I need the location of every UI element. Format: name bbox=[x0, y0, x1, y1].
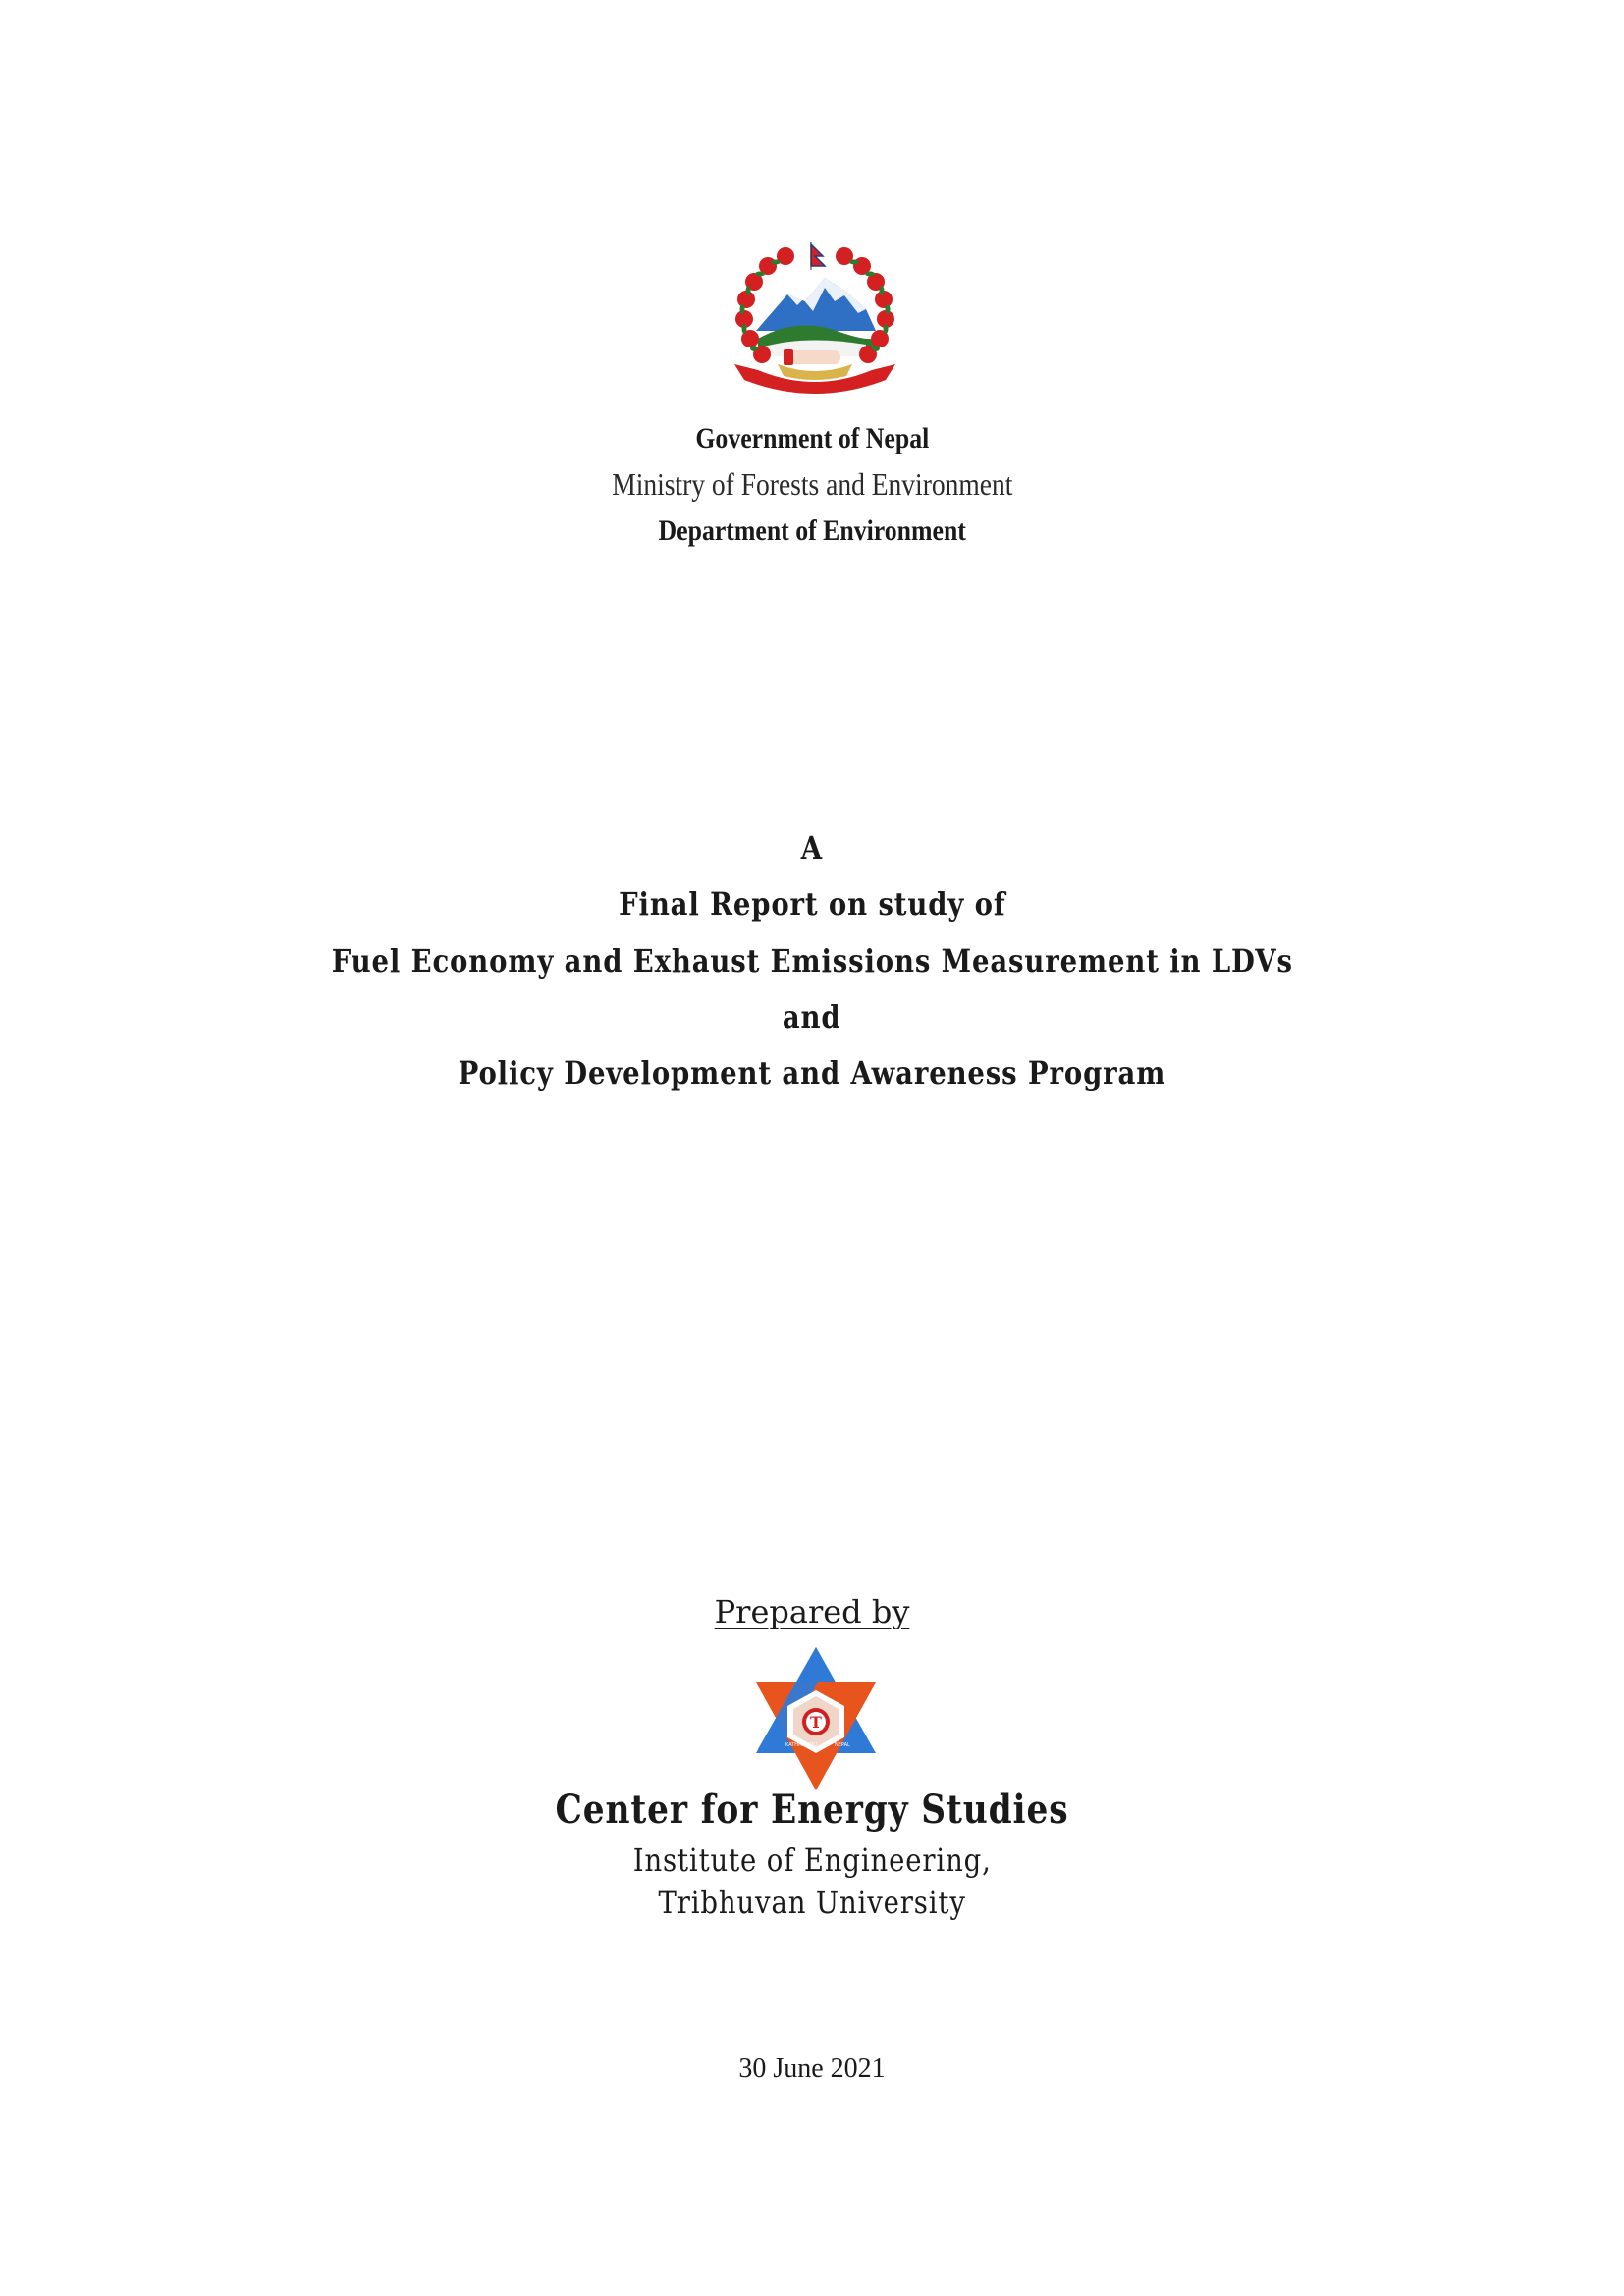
nepal-emblem-icon bbox=[729, 240, 901, 400]
report-date: 30 June 2021 bbox=[738, 2054, 886, 2084]
tribhuvan-university-logo-icon bbox=[754, 1647, 878, 1790]
department-heading: Department of Environment bbox=[658, 514, 966, 547]
svg-text:KATHMANDU: KATHMANDU bbox=[785, 1742, 818, 1748]
report-title-line-3: Policy Development and Awareness Program bbox=[458, 1054, 1166, 1092]
university-name: Tribhuvan University bbox=[658, 1884, 966, 1921]
report-title-line-1: Final Report on study of bbox=[618, 885, 1006, 923]
ministry-heading: Ministry of Forests and Environment bbox=[611, 466, 1013, 502]
prepared-by-label: Prepared by bbox=[714, 1593, 910, 1630]
report-title-article: A bbox=[800, 829, 824, 867]
svg-text:NEPAL: NEPAL bbox=[835, 1742, 850, 1748]
government-heading: Government of Nepal bbox=[695, 422, 929, 454]
svg-text:T: T bbox=[810, 1713, 822, 1732]
report-title-conjunction: and bbox=[783, 998, 841, 1036]
institute-name: Institute of Engineering, bbox=[632, 1842, 992, 1879]
report-title-line-2: Fuel Economy and Exhaust Emissions Measurement in LDVs bbox=[331, 942, 1293, 980]
organization-name: Center for Energy Studies bbox=[555, 1787, 1069, 1833]
